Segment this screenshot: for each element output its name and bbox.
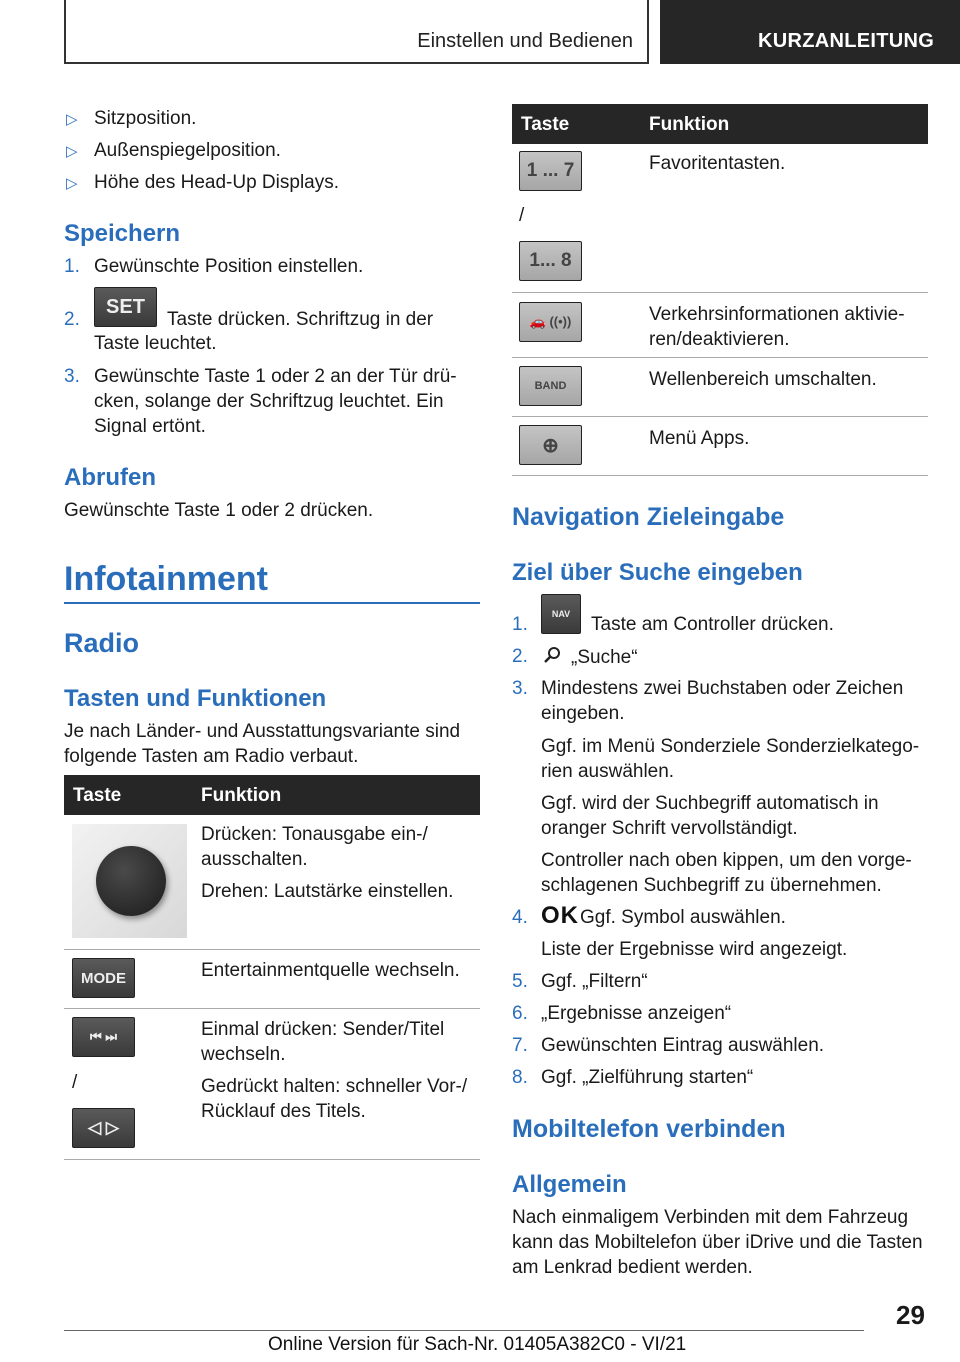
footer-divider <box>64 1330 864 1331</box>
apps-key-icon: ⊕ <box>519 425 582 465</box>
body-text: am Lenkrad bedient werden. <box>512 1257 753 1278</box>
step-text: Signal ertönt. <box>94 416 206 437</box>
separator: / <box>72 1072 78 1093</box>
function-text: ausschalten. <box>201 849 308 870</box>
step-text: Mindestens zwei Buchstaben oder Zeichen <box>541 678 904 699</box>
function-text: Drücken: Tonausgabe ein-/ <box>201 824 428 845</box>
heading-ziel-suche: Ziel über Suche eingeben <box>512 559 803 586</box>
header-chapter <box>660 0 960 64</box>
step-number: 2. <box>64 309 80 330</box>
favorite-key-icon: 1... 8 <box>519 241 582 281</box>
step-number: 3. <box>512 678 528 699</box>
function-text: Rücklauf des Titels. <box>201 1101 366 1122</box>
ok-icon: OK <box>541 902 579 929</box>
mode-key-icon: MODE <box>72 958 135 998</box>
arrow-key-icon: ◁ ▷ <box>72 1108 135 1148</box>
section-divider <box>64 602 480 604</box>
nav-key-icon: NAV <box>541 594 581 634</box>
step-text: cken, solange der Schriftzug leuchtet. Ein <box>94 391 444 412</box>
band-key-icon: BAND <box>519 366 582 406</box>
heading-allgemein: Allgemein <box>512 1171 627 1198</box>
bullet-item: Außenspiegelposition. <box>94 140 281 161</box>
column-header: Taste <box>73 785 122 806</box>
step-text: rien auswählen. <box>541 761 675 782</box>
row-divider <box>64 949 480 950</box>
column-header: Funktion <box>201 785 282 806</box>
bullet-icon: ▷ <box>66 143 78 160</box>
step-text: schlagenen Suchbegriff zu übernehmen. <box>541 875 882 896</box>
heading-radio: Radio <box>64 628 140 658</box>
bullet-item: Höhe des Head-Up Displays. <box>94 172 340 193</box>
step-text: Taste drücken. Schriftzug in der <box>167 309 434 330</box>
step-text: „Suche“ <box>571 647 638 668</box>
row-divider <box>512 475 928 476</box>
search-icon <box>542 646 562 666</box>
heading-navigation: Navigation Zieleingabe <box>512 503 785 531</box>
step-text: Ggf. Symbol auswählen. <box>580 907 786 928</box>
step-number: 4. <box>512 907 528 928</box>
function-text: Entertainmentquelle wechseln. <box>201 960 460 981</box>
heading-infotainment: Infotainment <box>64 560 268 598</box>
heading-tasten: Tasten und Funktionen <box>64 685 327 712</box>
step-text: Controller nach oben kippen, um den vorge- <box>541 850 912 871</box>
row-divider <box>64 1159 480 1160</box>
volume-knob-image <box>72 824 187 938</box>
table-header <box>64 775 480 815</box>
function-text: wechseln. <box>201 1044 286 1065</box>
step-text: Taste leuchtet. <box>94 333 217 354</box>
step-text: Gewünschte Taste 1 oder 2 an der Tür drü- <box>94 366 457 387</box>
header-section-title: Einstellen und Bedienen <box>417 30 633 52</box>
function-text: ren/deaktivieren. <box>649 329 790 350</box>
step-text: Liste der Ergebnisse wird angezeigt. <box>541 939 848 960</box>
step-text: Ggf. wird der Suchbegriff automatisch in <box>541 793 879 814</box>
step-text: „Ergebnisse anzeigen“ <box>541 1003 732 1024</box>
step-number: 2. <box>512 646 528 667</box>
step-text: Gewünschten Eintrag auswählen. <box>541 1035 825 1056</box>
separator: / <box>519 205 525 226</box>
page-number: 29 <box>896 1300 925 1330</box>
step-number: 1. <box>512 614 528 635</box>
column-header: Taste <box>521 114 570 135</box>
step-number: 7. <box>512 1035 528 1056</box>
step-number: 8. <box>512 1067 528 1088</box>
function-text: Gedrückt halten: schneller Vor-/ <box>201 1076 468 1097</box>
row-divider <box>512 357 928 358</box>
step-text: Ggf. „Zielführung starten“ <box>541 1067 754 1088</box>
function-text: Wellenbereich umschalten. <box>649 369 877 390</box>
column-header: Funktion <box>649 114 730 135</box>
step-text: oranger Schrift vervollständigt. <box>541 818 798 839</box>
bullet-icon: ▷ <box>66 175 78 192</box>
set-key-icon: SET <box>94 287 157 327</box>
step-number: 6. <box>512 1003 528 1024</box>
footer-text: Online Version für Sach-Nr. 01405A382C0 - VI/21 <box>268 1334 687 1355</box>
heading-mobiltelefon: Mobiltelefon verbinden <box>512 1115 786 1143</box>
function-text: Favoritentasten. <box>649 153 786 174</box>
table-header <box>512 104 928 144</box>
header-chapter-title: KURZANLEITUNG <box>758 30 935 52</box>
body-text: Nach einmaligem Verbinden mit dem Fahrzeug <box>512 1207 909 1228</box>
function-text: Drehen: Lautstärke einstellen. <box>201 881 454 902</box>
body-text: kann das Mobiltelefon über iDrive und die Tasten <box>512 1232 923 1253</box>
row-divider <box>512 416 928 417</box>
step-number: 1. <box>64 256 80 277</box>
function-text: Menü Apps. <box>649 428 750 449</box>
function-text: Verkehrsinformationen aktivie- <box>649 304 905 325</box>
step-text: eingeben. <box>541 703 625 724</box>
traffic-info-key-icon: 🚗 ((•)) <box>519 302 582 342</box>
step-text: Gewünschte Position einstellen. <box>94 256 364 277</box>
step-text: Taste am Controller drücken. <box>591 614 834 635</box>
favorite-key-icon: 1 ... 7 <box>519 151 582 191</box>
heading-speichern: Speichern <box>64 220 181 247</box>
function-text: Einmal drücken: Sender/Titel <box>201 1019 445 1040</box>
header-section <box>64 0 649 64</box>
intro-text: folgende Tasten am Radio verbaut. <box>64 746 359 767</box>
row-divider <box>512 292 928 293</box>
row-divider <box>64 1008 480 1009</box>
abrufen-text: Gewünschte Taste 1 oder 2 drücken. <box>64 500 374 521</box>
step-number: 3. <box>64 366 80 387</box>
knob-icon <box>96 846 166 916</box>
step-text: Ggf. im Menü Sonderziele Sonderzielkatego- <box>541 736 920 757</box>
step-text: Ggf. „Filtern“ <box>541 971 648 992</box>
intro-text: Je nach Länder- und Ausstattungsvariante sind <box>64 721 461 742</box>
bullet-icon: ▷ <box>66 111 78 128</box>
bullet-item: Sitzposition. <box>94 108 197 129</box>
heading-abrufen: Abrufen <box>64 464 156 491</box>
step-number: 5. <box>512 971 528 992</box>
skip-key-icon: ⏮ ⏭ <box>72 1017 135 1057</box>
